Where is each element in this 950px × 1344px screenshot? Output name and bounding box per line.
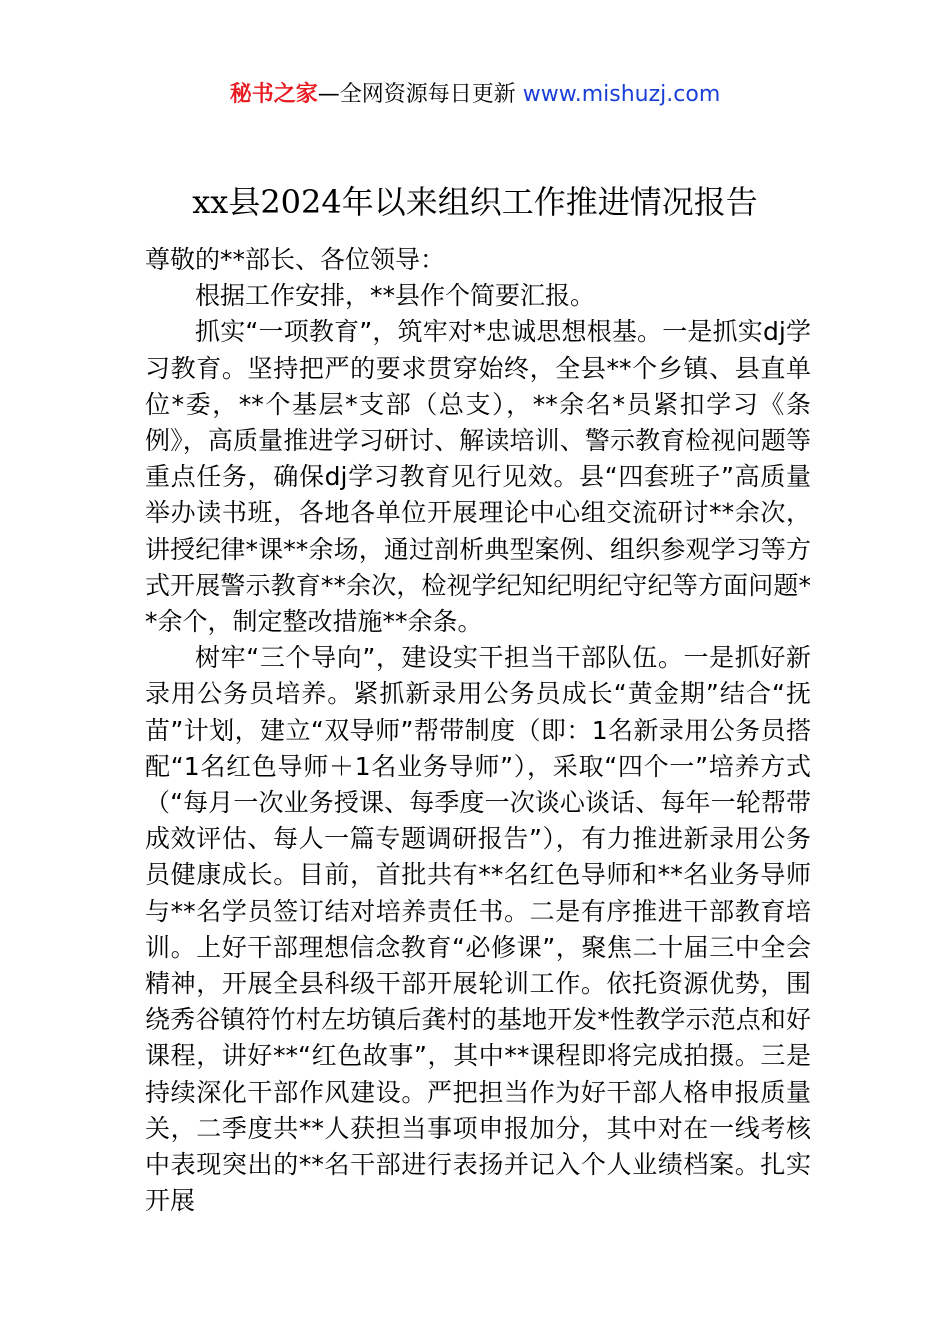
document-body <box>145 242 811 1219</box>
site-url-link[interactable]: www.mishuzj.com <box>522 82 721 107</box>
site-header <box>0 80 950 110</box>
site-brand: 秘书之家 <box>229 82 318 107</box>
document-title: xx县2024年以来组织工作推进情况报告 <box>192 183 758 221</box>
paragraph-cadre: 树牢“三个导向”，建设实干担当干部队伍。一是抓好新录用公务员培养。紧抓新录用公务员成长“黄金期”结合“抚苗”计划，建立“双导师”帮带制度（即：1名新录用公务员搭配“1名红色导师＋1名业务导师”），采取“四个一”培养方式（“每月一次业务授课、每季度一次谈心谈话、每年一轮帮带成效评估、每人一篇专题调研报告”），有力推进新录用公务员健康成长。目前，首批共有**名红色导师和**名业务导师与**名学员签订结对培养责任书。二是有序推进干部教育培训。上好干部理想信念教育“必修课”，聚焦二十届三中全会精神，开展全县科级干部开展轮训工作。依托资源优势，围绕秀谷镇符竹村左坊镇后龚村的基地开发*性教学示范点和好课程，讲好**“红色故事”，其中**课程即将完成拍摄。三是持续深化干部作风建设。严把担当作为好干部人格申报质量关，二季度共**人获担当事项申报加分，其中对在一线考核中表现突出的**名干部进行表扬并记入个人业绩档案。扎实开展 <box>145 643 811 1216</box>
paragraph-education: 抓实“一项教育”，筑牢对*忠诚思想根基。一是抓实dj学习教育。坚持把严的要求贯穿始终，全县**个乡镇、县直单位*委，**个基层*支部（总支），**余名*员紧扣学习《条例》，高质量推进学习研讨、解读培训、警示教育检视问题等重点任务，确保dj学习教育见行见效。县“四套班子”高质量举办读书班，各地各单位开展理论中心组交流研讨**余次，讲授纪律*课**余场，通过剖析典型案例、组织参观学习等方式开展警示教育**余次，检视学纪知纪明纪守纪等方面问题**余个，制定整改措施**余条。 <box>145 317 811 637</box>
paragraph-intro: 根据工作安排，**县作个简要汇报。 <box>195 281 596 311</box>
site-tagline: —全网资源每日更新 <box>317 82 523 107</box>
salutation: 尊敬的**部长、各位领导： <box>145 245 446 274</box>
